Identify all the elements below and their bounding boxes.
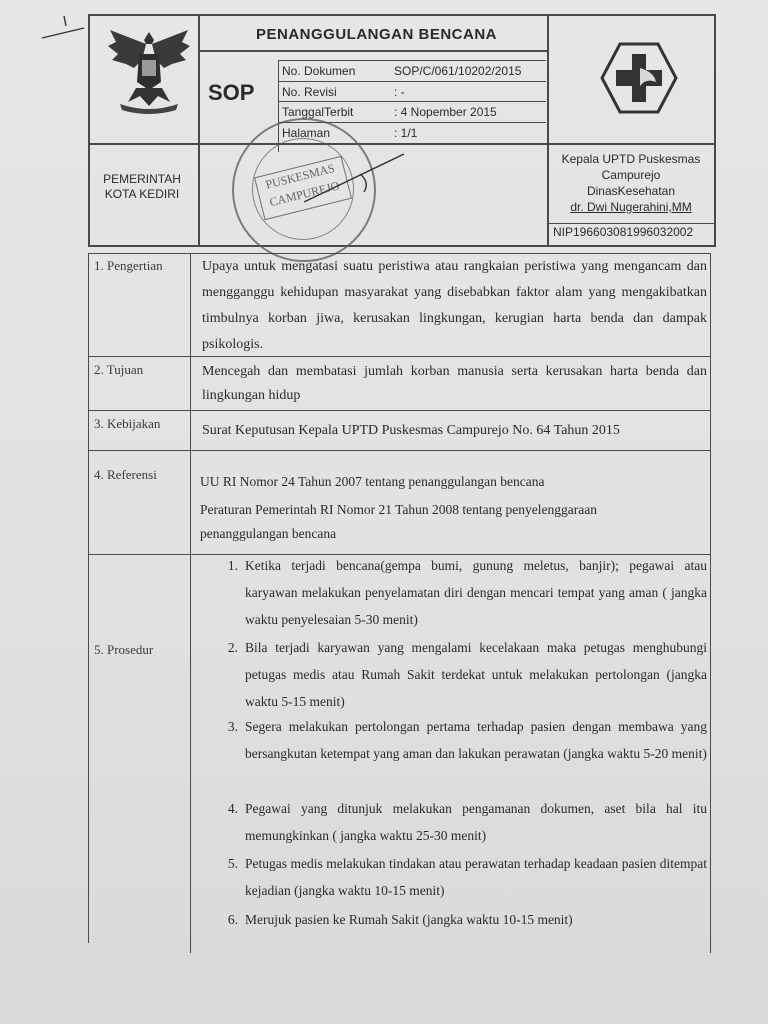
signatory-name: dr. Dwi Nugerahini,MM xyxy=(570,200,692,214)
body-right-border xyxy=(710,253,711,953)
government-line-2: KOTA KEDIRI xyxy=(104,187,180,201)
procedure-step-number: 2. xyxy=(227,640,238,655)
signature-scribble-icon xyxy=(300,148,410,208)
meta-row-line-3 xyxy=(278,101,546,102)
meta-key: Halaman xyxy=(282,126,331,140)
stamp-label: PUSKESMAS CAMPUREJO xyxy=(254,156,352,220)
procedure-step-number: 4. xyxy=(227,801,238,816)
section-text-tujuan: Mencegah dan membatasi jumlah korban manusia serta kerusakan harta benda dan lingkungan hidup xyxy=(202,364,707,403)
meta-row-line-2 xyxy=(278,81,546,82)
section-label-kebijakan: 3. Kebijakan xyxy=(94,416,161,431)
meta-key: No. Dokumen xyxy=(282,64,356,78)
meta-row-line-1 xyxy=(278,60,546,61)
sop-label: SOP xyxy=(208,80,255,105)
pen-mark-icon xyxy=(40,14,88,44)
section-label-tujuan: 2. Tujuan xyxy=(94,362,144,377)
signatory-nip: NIP196603081996032002 xyxy=(553,225,694,239)
title-bottom-border xyxy=(198,50,548,52)
procedure-step-text: Merujuk pasien ke Rumah Sakit (jangka waktu 10-15 menit) xyxy=(245,912,573,927)
garuda-emblem-icon xyxy=(106,24,192,114)
reference-line-3: penanggulangan bencana xyxy=(200,526,337,541)
procedure-step-text: Bila terjadi karyawan yang mengalami kecelakaan maka petugas menghubungi petugas medis atau Rumah Sakit terdekat untuk melakukan pertolongan (jangka waktu 5-15 menit) xyxy=(245,640,707,709)
signatory-department: DinasKesehatan xyxy=(586,184,676,198)
signature-underline xyxy=(548,223,714,224)
header-left-border xyxy=(88,14,90,246)
signatory-position-line-2: Campurejo xyxy=(601,168,661,182)
section-label-prosedur: 5. Prosedur xyxy=(94,642,154,657)
puskesmas-logo-icon xyxy=(600,42,678,114)
header-top-border xyxy=(88,14,716,16)
procedure-step-text: Petugas medis melakukan tindakan atau perawatan terhadap keadaan pasien ditempat kejadian (jangka waktu 10-15 menit) xyxy=(245,856,707,898)
procedure-step-number: 3. xyxy=(227,719,238,734)
header-bottom-border xyxy=(88,245,716,247)
government-label xyxy=(96,172,188,202)
meta-value: : - xyxy=(394,85,405,99)
document-title: PENANGGULANGAN BENCANA xyxy=(256,26,498,43)
header-col-divider-2 xyxy=(547,14,549,246)
section-label-pengertian: 1. Pengertian xyxy=(94,258,163,273)
section-label-referensi: 4. Referensi xyxy=(94,467,157,482)
header-right-border xyxy=(714,14,716,246)
meta-value: SOP/C/061/10202/2015 xyxy=(394,64,522,78)
header-col-divider-1 xyxy=(198,14,200,246)
meta-value: : 4 Nopember 2015 xyxy=(394,105,497,119)
section-text-kebijakan: Surat Keputusan Kepala UPTD Puskesmas Campurejo No. 64 Tahun 2015 xyxy=(202,423,620,438)
row-divider-2 xyxy=(88,410,711,411)
procedure-step-text: Segera melakukan pertolongan pertama terhadap pasien dengan membawa yang bersangkutan ketempat yang aman dan lakukan perawatan (jangka waktu 5-20 menit) xyxy=(245,719,707,761)
meta-value: : 1/1 xyxy=(394,126,418,140)
procedure-step-number: 5. xyxy=(227,856,238,871)
header-middle-border xyxy=(88,143,716,145)
meta-key: No. Revisi xyxy=(282,85,337,99)
section-text-pengertian: Upaya untuk mengatasi suatu peristiwa atau rangkaian peristiwa yang mengancam dan mengganggu kehidupan masyarakat yang disebabkan faktor alam yang mengakibatkan timbulnya korban jiwa, kerusakan lingkungan, kerugian harta benda dan dampak psikologis. xyxy=(202,259,707,352)
signatory-position-line-1: Kepala UPTD Puskesmas xyxy=(561,152,701,166)
meta-key: TanggalTerbit xyxy=(282,105,354,119)
reference-line-2: Peraturan Pemerintah RI Nomor 21 Tahun 2008 tentang penyelenggaraan xyxy=(200,502,597,517)
procedure-step-text: Pegawai yang ditunjuk melakukan pengamanan dokumen, aset bila hal itu memungkinkan ( jangka waktu 25-30 menit) xyxy=(245,801,707,843)
procedure-step-text: Ketika terjadi bencana(gempa bumi, gunung meletus, banjir); pegawai atau karyawan melakukan penyelamatan diri dengan mencari tempat yang aman ( jangka waktu penyelesaian 5-30 menit) xyxy=(245,558,707,627)
procedure-step-number: 1. xyxy=(227,558,238,573)
row-divider-3 xyxy=(88,450,711,451)
signatory-block xyxy=(551,151,711,215)
reference-line-1: UU RI Nomor 24 Tahun 2007 tentang penanggulangan bencana xyxy=(200,474,545,489)
body-col-divider xyxy=(190,253,191,953)
procedure-step-number: 6. xyxy=(227,912,238,927)
government-line-1: PEMERINTAH xyxy=(103,172,181,186)
